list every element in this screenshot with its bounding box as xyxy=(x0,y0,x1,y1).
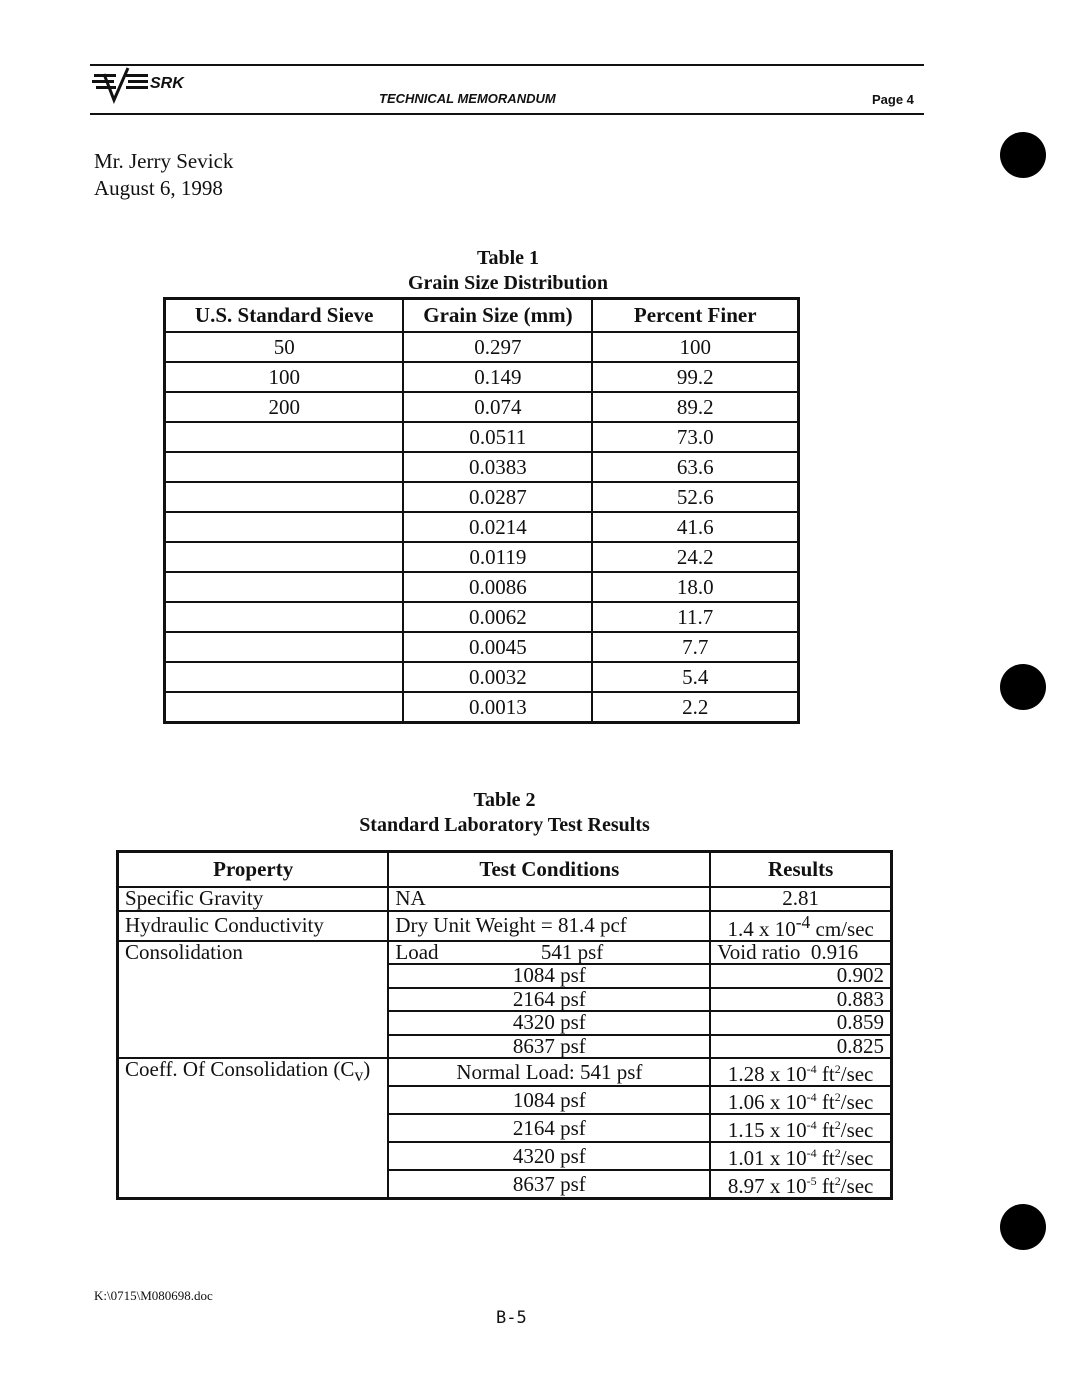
property-cell xyxy=(118,1086,389,1114)
property-cell: Hydraulic Conductivity xyxy=(118,911,389,941)
punch-hole xyxy=(1000,132,1046,178)
addressee-block xyxy=(94,148,233,202)
table-row xyxy=(165,392,799,422)
result-unit: ft xyxy=(816,1146,835,1171)
property-cell xyxy=(118,1035,389,1059)
grain-size-cell: 0.0119 xyxy=(403,542,592,572)
percent-finer-cell: 18.0 xyxy=(592,572,798,602)
grain-size-cell: 0.297 xyxy=(403,332,592,362)
column-header: Grain Size (mm) xyxy=(403,299,592,333)
grain-size-cell: 0.0287 xyxy=(403,482,592,512)
table-row xyxy=(118,988,892,1012)
result-base: 1.06 x 10 xyxy=(727,1090,807,1115)
grain-size-cell: 0.149 xyxy=(403,362,592,392)
condition-cell: 4320 psf xyxy=(388,1142,710,1170)
lab-test-results-table xyxy=(116,850,893,1200)
result-unit-end: /sec xyxy=(840,1118,874,1143)
sieve-cell: 50 xyxy=(165,332,404,362)
table-row xyxy=(118,1011,892,1035)
condition-cell: 4320 psf xyxy=(388,1011,710,1035)
percent-finer-cell: 99.2 xyxy=(592,362,798,392)
percent-finer-cell: 24.2 xyxy=(592,542,798,572)
result-cell: 0.883 xyxy=(710,988,891,1012)
property-text: Coeff. Of Consolidation (C xyxy=(125,1057,355,1081)
table1-title: Grain Size Distribution xyxy=(407,272,608,294)
percent-finer-cell: 7.7 xyxy=(592,632,798,662)
sieve-cell xyxy=(165,662,404,692)
table-row xyxy=(165,632,799,662)
sieve-cell xyxy=(165,542,404,572)
sieve-cell xyxy=(165,422,404,452)
grain-size-cell: 0.0214 xyxy=(403,512,592,542)
percent-finer-cell: 89.2 xyxy=(592,392,798,422)
grain-size-cell: 0.0062 xyxy=(403,602,592,632)
result-base: 1.15 x 10 xyxy=(727,1118,807,1143)
table-row xyxy=(165,362,799,392)
sieve-cell: 100 xyxy=(165,362,404,392)
table-row xyxy=(165,602,799,632)
result-unit-end: /sec xyxy=(840,1146,874,1171)
condition-cell: Dry Unit Weight = 81.4 pcf xyxy=(388,911,710,941)
condition-cell: Normal Load: 541 psf xyxy=(388,1058,710,1086)
condition-cell: 8637 psf xyxy=(388,1170,710,1199)
result-cell: 0.859 xyxy=(710,1011,891,1035)
header-rule-bottom xyxy=(90,113,924,115)
result-cell xyxy=(710,911,891,941)
table-row xyxy=(165,422,799,452)
percent-finer-cell: 52.6 xyxy=(592,482,798,512)
header-rule-top xyxy=(90,64,924,66)
unit-exponent: 2 xyxy=(834,1146,841,1161)
property-cell xyxy=(118,1114,389,1142)
grain-size-cell: 0.0511 xyxy=(403,422,592,452)
addressee-name: Mr. Jerry Sevick xyxy=(94,149,234,173)
property-cell xyxy=(118,988,389,1012)
result-exponent: -5 xyxy=(806,1174,817,1189)
condition-cell: NA xyxy=(388,887,710,911)
result-exponent: -4 xyxy=(806,1062,817,1077)
column-header: Test Conditions xyxy=(388,852,710,888)
table-header-row xyxy=(165,299,799,333)
table2-label: Table 2 xyxy=(473,789,536,811)
table-row xyxy=(165,512,799,542)
document-path: K:\0715\M080698.doc xyxy=(94,1288,213,1303)
unit-exponent: 2 xyxy=(834,1118,841,1133)
table-row xyxy=(118,941,892,965)
sieve-cell xyxy=(165,452,404,482)
load-label: Load xyxy=(395,939,439,964)
result-exponent: -4 xyxy=(806,1146,817,1161)
punch-hole xyxy=(1000,1204,1046,1250)
percent-finer-cell: 100 xyxy=(592,332,798,362)
percent-finer-cell: 5.4 xyxy=(592,662,798,692)
load-value: 541 psf xyxy=(540,939,604,964)
condition-cell xyxy=(388,941,710,965)
table-row xyxy=(165,482,799,512)
table1-caption xyxy=(163,246,853,296)
result-cell: 0.902 xyxy=(710,964,891,988)
table-row xyxy=(118,911,892,941)
table2-title: Standard Laboratory Test Results xyxy=(359,814,650,836)
table-row xyxy=(118,1114,892,1142)
result-cell xyxy=(710,941,891,965)
column-header: Property xyxy=(118,852,389,888)
result-unit-end: /sec xyxy=(840,1062,874,1087)
sieve-cell xyxy=(165,632,404,662)
condition-cell: 2164 psf xyxy=(388,988,710,1012)
result-unit: ft xyxy=(816,1062,835,1087)
property-cell xyxy=(118,964,389,988)
percent-finer-cell: 11.7 xyxy=(592,602,798,632)
result-unit: ft xyxy=(816,1174,835,1199)
property-cell xyxy=(118,1058,389,1086)
table-row xyxy=(118,1142,892,1170)
grain-size-cell: 0.0383 xyxy=(403,452,592,482)
punch-hole xyxy=(1000,664,1046,710)
result-unit-end: /sec xyxy=(840,1174,874,1199)
property-cell xyxy=(118,1170,389,1199)
result-exponent: -4 xyxy=(795,911,811,932)
condition-cell: 1084 psf xyxy=(388,1086,710,1114)
sieve-cell xyxy=(165,602,404,632)
grain-size-cell: 0.0032 xyxy=(403,662,592,692)
page-number: Page 4 xyxy=(872,92,914,107)
table-row xyxy=(165,692,799,723)
unit-exponent: 2 xyxy=(834,1090,841,1105)
table2-caption xyxy=(116,788,893,838)
result-unit-end: /sec xyxy=(840,1090,874,1115)
load-condition xyxy=(395,939,703,964)
grain-size-cell: 0.0013 xyxy=(403,692,592,723)
grain-size-cell: 0.0086 xyxy=(403,572,592,602)
result-cell: 2.81 xyxy=(710,887,891,911)
sieve-cell xyxy=(165,512,404,542)
column-header: Percent Finer xyxy=(592,299,798,333)
result-cell xyxy=(710,1142,891,1170)
appendix-page-code: B-5 xyxy=(496,1308,527,1328)
condition-cell: 8637 psf xyxy=(388,1035,710,1059)
void-ratio-value: 0.916 xyxy=(810,939,859,964)
condition-cell: 1084 psf xyxy=(388,964,710,988)
unit-exponent: 2 xyxy=(834,1174,841,1189)
result-exponent: -4 xyxy=(806,1090,817,1105)
table-row xyxy=(118,964,892,988)
property-subscript: v xyxy=(354,1065,364,1086)
result-cell xyxy=(710,1114,891,1142)
table-row xyxy=(165,542,799,572)
result-base: 8.97 x 10 xyxy=(727,1174,807,1199)
table-row xyxy=(165,452,799,482)
property-cell xyxy=(118,1011,389,1035)
memo-title: TECHNICAL MEMORANDUM xyxy=(379,91,556,106)
result-cell: 0.825 xyxy=(710,1035,891,1059)
table-row xyxy=(165,332,799,362)
memo-date: August 6, 1998 xyxy=(94,176,223,200)
percent-finer-cell: 41.6 xyxy=(592,512,798,542)
table-header-row xyxy=(118,852,892,888)
grain-size-table xyxy=(163,297,800,724)
table-row xyxy=(118,1035,892,1059)
grain-size-cell: 0.074 xyxy=(403,392,592,422)
percent-finer-cell: 2.2 xyxy=(592,692,798,723)
percent-finer-cell: 73.0 xyxy=(592,422,798,452)
table-row xyxy=(118,887,892,911)
table-row xyxy=(118,1086,892,1114)
result-base: 1.01 x 10 xyxy=(727,1146,807,1171)
result-base: 1.4 x 10 xyxy=(727,916,796,941)
sieve-cell xyxy=(165,482,404,512)
table-row xyxy=(165,572,799,602)
property-cell xyxy=(118,1142,389,1170)
table-row xyxy=(165,662,799,692)
table-row xyxy=(118,1170,892,1199)
grain-size-cell: 0.0045 xyxy=(403,632,592,662)
sieve-cell: 200 xyxy=(165,392,404,422)
property-text-end: ) xyxy=(363,1057,371,1081)
srk-logo xyxy=(92,66,204,106)
svg-text:SRK: SRK xyxy=(150,75,184,92)
table-row xyxy=(118,1058,892,1086)
result-cell xyxy=(710,1086,891,1114)
unit-exponent: 2 xyxy=(834,1062,841,1077)
result-cell xyxy=(710,1058,891,1086)
column-header: U.S. Standard Sieve xyxy=(165,299,404,333)
table1-label: Table 1 xyxy=(476,247,540,269)
percent-finer-cell: 63.6 xyxy=(592,452,798,482)
result-exponent: -4 xyxy=(806,1118,817,1133)
condition-cell: 2164 psf xyxy=(388,1114,710,1142)
result-base: 1.28 x 10 xyxy=(727,1062,807,1087)
result-unit: cm/sec xyxy=(810,916,874,941)
sieve-cell xyxy=(165,572,404,602)
result-cell xyxy=(710,1170,891,1199)
void-ratio-label: Void ratio xyxy=(717,939,801,964)
sieve-cell xyxy=(165,692,404,723)
property-cell: Consolidation xyxy=(118,941,389,965)
property-cell: Specific Gravity xyxy=(118,887,389,911)
column-header: Results xyxy=(710,852,891,888)
result-unit: ft xyxy=(816,1090,835,1115)
result-unit: ft xyxy=(816,1118,835,1143)
